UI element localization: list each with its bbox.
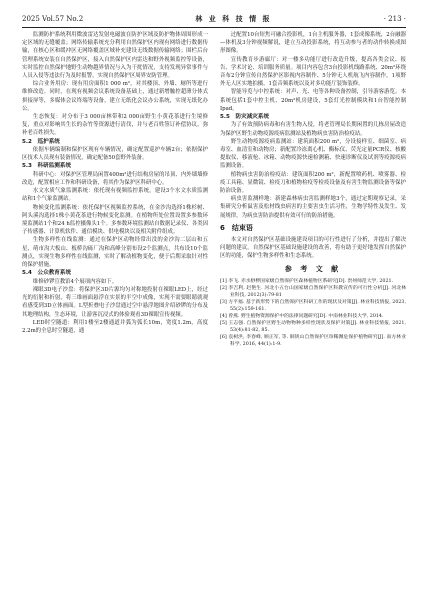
body-paragraph: 监测防护系统利用微波雷达发射电磁波在防护区域及防护物体周围形成一定区域的无缝覆盖；网络传输系统充分利用自然保护区内现有网络进行数据传输，在核心区和缓冲区无网络覆盖区域补充建设无线数据传输网络；围栏后台管理系统安装在自然保护区，接入自然保护区内雷达和野外视频监控等设备，实时监控自然保护地野生动物越界情况与入为干扰情况，支持发现异常事件与人员入侵等违法行为及时报警，实现自然保护区周界安防管理。 <box>22 32 208 80</box>
body-paragraph: 病虫害监测样地：新建森林病虫害监测样地3个，通过定期观察记录，采集研究分析鼠害及松材线虫病害的主要害虫生活习性，生物学特性及发生、发展规律，为病虫害防治提供有效可行的防治措施。 <box>220 196 406 219</box>
reference-item: [1] 李飞. 赤水桫椤国家级自然保护区森林植物区系研究[D]. 贵州师范大学, 2021. <box>220 278 394 284</box>
body-paragraph: 物候变化监测系统：依托保护区视频监控系统，在金沙沟选择1株杉树、阿头溪沟选择1株小黄花茶进行物候变化监测。在植物所处位置设置多参数环境监测站1个和24 h监控摄像头1个。多参数环境监测站自数据记录仪、各类因子传感器、计算机软件、通信模块、供电模块以及相关附件组成。 <box>22 204 209 236</box>
body-paragraph: 宣传教育步游廊厅：对一楼多功能厅进行改造升级，提高各类会议、报告、学术讨论、培训服务质量。项目内容包含3台投影机线路系统、20m²环绕音布2分钟宣传自然保护区影视内容制作、5分钟无人机航飞内容制作，1项野外无人区实地拍摄，1套音频系统以及对多功能厅装饰装修。 <box>220 56 406 88</box>
references-title: 参 考 文 献 <box>284 265 342 274</box>
header-page-number: · 213 · <box>383 15 406 23</box>
section-heading: 6 结束语 <box>220 223 253 232</box>
running-header <box>22 12 406 26</box>
body-paragraph: 生物多样性在线监测：通过在保护区动物经常出没的金沙沟二层山和五星、萌市沟大板山、板桥沟砾厂沟和高峰分别布设2个监测点，共布设10个监测点，实现生物多样性在线监测，实时了解动植物变化，便于后期采取针对性的保护措施。 <box>22 237 208 269</box>
header-volume: 2025 Vol.57 No.2 <box>22 15 84 23</box>
body-paragraph: 依据车辆编制和保护区现有车辆情况，确定配置巡护车辆2台；依据保护区技术人员现有装备情况，确定配备50套野外装备。 <box>22 147 208 162</box>
body-paragraph: 过配置10台短焦可融合投影机，1台主机服务器，1套成像系统，2台融器—体机及3分钟视频解说，建立互动投影系统，将互动参与者的动作转换成图形图像。 <box>220 32 406 55</box>
body-paragraph: 野生动物疫源疫病监测站：建筑面积200 m²，分设接样室、细菌室、病毒室、血清室和动物房；新配置冷冻离心机、酶标仪、荧光定量PCR仪、核酸提取仪、移液枪、冰箱、动物疫源快速检测箱、快速诊断仪及试剂等疫源疫病监测设备。 <box>220 138 406 170</box>
body-paragraph: 水文水质气象监测系统：依托现有视频监控系统，建设3个水文水质监测站和1个气象监测站。 <box>22 188 208 203</box>
body-paragraph: 本文对自然保护区基础设施建设项目的可行性进行了分析，并提出了解决问题的建议。自然保护区基础设施建设的改善，将有助于更好地发挥自然保护区的功能，保护生物多样性和生态系统。 <box>220 236 406 260</box>
reference-item: [5] 王志强. 自然保护区野生动物物种多样性现状及保护对策[J]. 林业科技情报, 2021, 53(4):81-82, 85. <box>220 320 406 333</box>
body-paragraph: 为了有效预防病毒和有害生物入侵，将老管理局长期闲置的几栋房屋改造为保护区野生动物疫源疫病监测站及植物病虫害防治检疫站。 <box>220 122 406 137</box>
reference-item: [4] 曾燕. 野生植物资源保护中的法律问题研究[D]. 中南林业科技大学, 2014. <box>220 313 384 319</box>
reference-item: [6] 袁树洪, 李春峰, 顾正军, 等. 铜钹山自然保护区珍稀濒危保护植物研究[J]. 南方林业科学, 2016, 44(1):1-9. <box>220 334 406 347</box>
body-paragraph: 智能导览与中控系统：对声、光、电等各种设备控制，引导游客游览。本系统包括1套中控主机、20m²机房建设，5套灯光控制模块和1台智能控制Ipad。 <box>220 89 406 112</box>
section-heading: 5.3 科研监测系统 <box>22 163 72 170</box>
body-paragraph: 植物病虫害防治检疫站：建筑面积200 m²，新配置喷药机、喷雾器、检疫工具箱、显微镜、检疫刀和植物检疫等检疫设备及有害生物监测设备等保护防治设备。 <box>220 171 406 195</box>
reference-item: [2] 李吉利, 赵艳生. 河北小五台山国家级自然保护区科教宣传的可行性分析[J]. 河北林业科技, 2012(3):79-81 <box>220 285 406 298</box>
body-paragraph: 裸眼3D电子沙盘：将保护区3D片源均匀对称地投射在裸眼LED上，经过光的衍射和折射，将三维画面悬浮在实景的半空中成像，实现不需要眼睛就观看感受到3D立体画面。L型折叠电子沙盘通过空中悬浮地图介绍砂锣的分布及其地理结构，生态环境，让游客沉浸式的体验观看3D裸眼宣传视频。 <box>22 286 208 318</box>
body-paragraph: 科研中心：对保护区管理局闲置400m²进行结构房屋的吊顶、内外墙墙修改造，配置相应工作和科研设备，将其作为保护区科研中心。 <box>22 171 208 187</box>
body-paragraph: 维修砂锣宣教馆4个展项内容如下。 <box>32 278 118 285</box>
right-column <box>220 31 406 348</box>
reference-item: [3] 方平福. 基于新形势下的自然保护区科研工作的现状及对策[J]. 林业科技情报, 2023, 55(2):159-161. <box>220 299 406 312</box>
header-journal-title: 林 业 科 技 情 报 <box>195 14 272 23</box>
body-paragraph: 综合业务用房：现有用房面积1 000 m²，对其楼顶、外墙、厕所等进行维修改造。同时，在现有视频会议系统设备基础上，通过新增触控超薄分体式拼接屏等，多媒体会议终端等设备，建立无纸化会议办公系统，实现无纸化办公。 <box>22 81 208 112</box>
left-column <box>22 31 208 335</box>
body-paragraph: LED时空隧道：利用1楼至2楼通道并弧为弧长10m，宽度1.2m，高度2.2m的全息时空隧道，通 <box>22 319 208 334</box>
header-rule <box>22 27 406 28</box>
body-paragraph: 生态恢复：对分布于3 000亩林带和2 000亩野生小黄花茶进行生境修复，重点对影响其生长的杂竹等资源进行清伐，并与老百姓签订补偿协议，弥补老百姓损失。 <box>22 114 208 137</box>
section-heading: 5.4 公众教育系统 <box>22 270 72 277</box>
section-heading: 5.5 防灾减灾系统 <box>220 114 270 121</box>
section-heading: 5.2 巡护系统 <box>22 138 60 145</box>
